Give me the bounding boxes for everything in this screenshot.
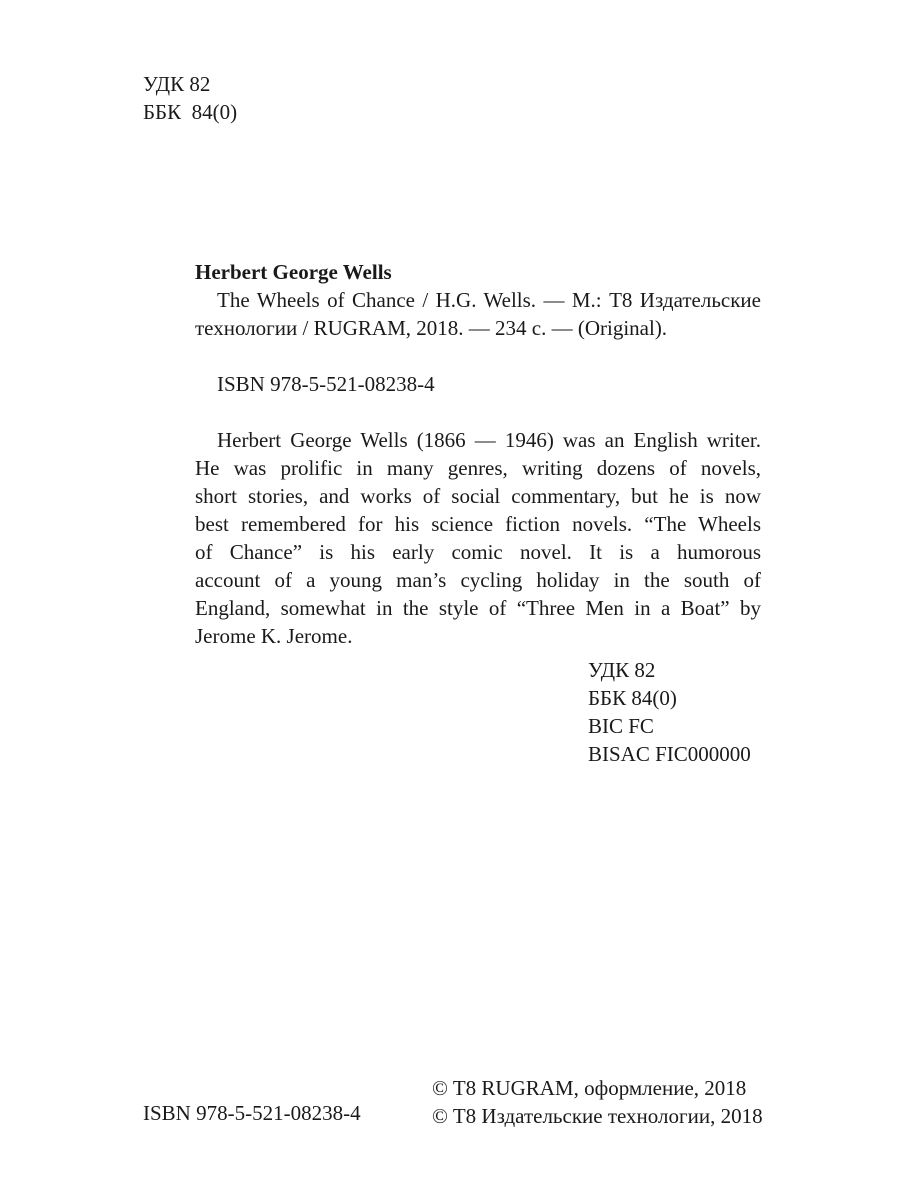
udk-code: УДК 82 [143, 72, 211, 96]
top-classification-codes [143, 70, 237, 126]
annotation-line: of Chance” is his early comic novel. It is a humorous [195, 540, 761, 564]
author-heading: Herbert George Wells [195, 260, 392, 284]
annotation-line: Jerome K. Jerome. [195, 624, 353, 648]
bbk-code: ББК 84(0) [143, 100, 238, 124]
annotation-line: England, somewhat in the style of “Three Men in a Boat” by [195, 596, 761, 620]
bottom-isbn [143, 1099, 361, 1127]
annotation-line: best remembered for his science fiction novels. “The Wheels [195, 512, 761, 536]
catalog-card [195, 258, 761, 650]
bbk-code: ББК 84(0) [588, 686, 677, 710]
copyright-block [432, 1074, 763, 1130]
citation-line: технологии / RUGRAM, 2018. — 234 с. — (Original). [195, 316, 668, 340]
citation-line: The Wheels of Chance / H.G. Wells. — М.: T8 Издательские [217, 288, 761, 312]
right-classification-codes [588, 656, 751, 768]
annotation-line: account of a young man’s cycling holiday in the south of [195, 568, 761, 592]
bisac-code: BISAC FIC000000 [588, 742, 751, 766]
udk-code: УДК 82 [588, 658, 656, 682]
annotation-line: Herbert George Wells (1866 — 1946) was an English writer. [217, 428, 761, 452]
annotation-paragraph [195, 426, 761, 650]
copyright-line: © T8 RUGRAM, оформление, 2018 [432, 1076, 747, 1100]
copyright-line: © T8 Издательские технологии, 2018 [432, 1104, 763, 1128]
annotation-line: short stories, and works of social commentary, but he is now [195, 484, 761, 508]
bic-code: BIC FC [588, 714, 654, 738]
isbn-number: ISBN 978-5-521-08238-4 [143, 1101, 361, 1125]
annotation-line: He was prolific in many genres, writing dozens of novels, [195, 456, 761, 480]
isbn-entry: ISBN 978-5-521-08238-4 [217, 372, 435, 396]
